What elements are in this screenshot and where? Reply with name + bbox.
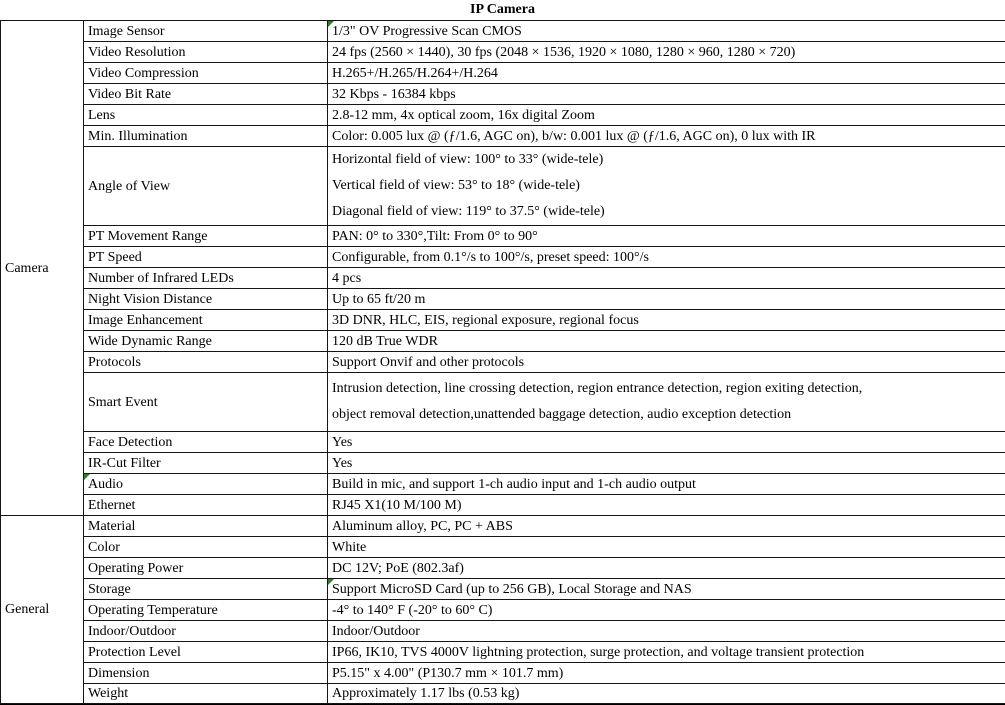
spec-row — [1, 126, 1005, 147]
spec-value-cell[interactable] — [328, 247, 1005, 268]
spec-row — [1, 516, 1005, 537]
spec-value-line: object removal detection,unattended baggage detection, audio exception detection — [332, 407, 792, 422]
spec-value: RJ45 X1(10 M/100 M) — [332, 497, 462, 513]
spec-value-cell[interactable] — [328, 453, 1005, 474]
spec-label: Protocols — [88, 354, 141, 370]
spec-value-cell[interactable] — [328, 642, 1005, 663]
spec-label-cell[interactable] — [84, 63, 328, 84]
spec-value: DC 12V; PoE (802.3af) — [332, 560, 464, 576]
spec-value: 3D DNR, HLC, EIS, regional exposure, regional focus — [332, 312, 639, 328]
spec-label: Operating Temperature — [88, 602, 218, 618]
spec-row — [1, 642, 1005, 663]
spec-label-cell[interactable] — [84, 558, 328, 579]
spec-label-cell[interactable] — [84, 105, 328, 126]
spec-label-cell[interactable] — [84, 474, 328, 495]
spec-label-cell[interactable] — [84, 537, 328, 558]
spec-value: Yes — [332, 434, 353, 450]
spec-label-cell[interactable] — [84, 247, 328, 268]
cell-warning-triangle-icon — [328, 21, 334, 27]
spec-value: Support Onvif and other protocols — [332, 354, 525, 370]
spec-value-cell[interactable] — [328, 474, 1005, 495]
spec-row — [1, 147, 1005, 226]
spec-label-cell[interactable] — [84, 268, 328, 289]
spec-row — [1, 600, 1005, 621]
spec-label: Audio — [88, 476, 123, 492]
spec-label-cell[interactable] — [84, 352, 328, 373]
spec-label: Dimension — [88, 665, 150, 681]
spec-row — [1, 352, 1005, 373]
spec-row — [1, 453, 1005, 474]
spec-label: Video Resolution — [88, 44, 186, 60]
spec-value-cell[interactable] — [328, 432, 1005, 453]
spec-value: H.265+/H.265/H.264+/H.264 — [332, 65, 498, 81]
spec-value-cell[interactable] — [328, 63, 1005, 84]
spec-value-cell[interactable] — [328, 42, 1005, 63]
spec-value-cell[interactable] — [328, 621, 1005, 642]
spec-row — [1, 105, 1005, 126]
spec-label-cell[interactable] — [84, 663, 328, 684]
spec-label: Indoor/Outdoor — [88, 623, 176, 639]
spec-label-cell[interactable] — [84, 516, 328, 537]
spec-value-line: Intrusion detection, line crossing detection, region entrance detection, region exiting detection, — [332, 381, 863, 396]
spec-label: IR-Cut Filter — [88, 455, 161, 471]
spec-label: Lens — [88, 107, 116, 123]
spec-label: Image Enhancement — [88, 312, 203, 328]
spec-label: Video Bit Rate — [88, 86, 172, 102]
spec-row — [1, 537, 1005, 558]
spec-value-cell[interactable] — [328, 289, 1005, 310]
spec-label: Video Compression — [88, 65, 199, 81]
spec-value-cell[interactable] — [328, 84, 1005, 105]
spec-value: 2.8-12 mm, 4x optical zoom, 16x digital Zoom — [332, 107, 595, 123]
spec-value-cell[interactable] — [328, 516, 1005, 537]
spec-label-cell[interactable] — [84, 147, 328, 226]
spec-value-cell[interactable] — [328, 331, 1005, 352]
spec-row — [1, 84, 1005, 105]
cell-warning-triangle-icon — [328, 579, 334, 585]
spec-label: Operating Power — [88, 560, 184, 576]
spec-value: 4 pcs — [332, 270, 362, 286]
spec-value-cell[interactable] — [328, 126, 1005, 147]
spec-value-cell[interactable] — [328, 352, 1005, 373]
spec-label-cell[interactable] — [84, 126, 328, 147]
spec-row — [1, 474, 1005, 495]
spec-row — [1, 310, 1005, 331]
spec-row — [1, 621, 1005, 642]
spec-value-cell[interactable] — [328, 268, 1005, 289]
spec-value-cell[interactable] — [328, 558, 1005, 579]
spec-label: Number of Infrared LEDs — [88, 270, 234, 286]
spec-value-cell[interactable] — [328, 600, 1005, 621]
spec-label: Material — [88, 518, 136, 534]
spec-value-cell[interactable] — [328, 373, 1005, 432]
spec-row — [1, 373, 1005, 432]
spec-value-cell[interactable] — [328, 105, 1005, 126]
spec-label: Storage — [88, 581, 131, 597]
spec-table-wrapper — [0, 20, 1005, 705]
spec-row — [1, 558, 1005, 579]
spec-value: Approximately 1.17 lbs (0.53 kg) — [332, 686, 520, 701]
spec-value: 24 fps (2560 × 1440), 30 fps (2048 × 1536, 1920 × 1080, 1280 × 960, 1280 × 720) — [332, 44, 796, 60]
spec-value-cell[interactable] — [328, 663, 1005, 684]
spec-table — [0, 20, 1005, 704]
spec-row — [1, 42, 1005, 63]
spec-label-cell[interactable] — [84, 42, 328, 63]
spec-value: Color: 0.005 lux @ (ƒ/1.6, AGC on), b/w: 0.001 lux @ (ƒ/1.6, AGC on), 0 lux with IR — [332, 128, 816, 144]
spec-row — [1, 432, 1005, 453]
spec-value-cell[interactable] — [328, 310, 1005, 331]
spec-label-cell[interactable] — [84, 621, 328, 642]
spec-value: 1/3" OV Progressive Scan CMOS — [332, 23, 522, 39]
spec-label: PT Movement Range — [88, 228, 208, 244]
spec-row — [1, 63, 1005, 84]
spec-value: Aluminum alloy, PC, PC + ABS — [332, 518, 513, 534]
spec-label: Min. Illumination — [88, 128, 188, 144]
spec-label-cell[interactable] — [84, 84, 328, 105]
spec-value-cell[interactable] — [328, 21, 1005, 42]
spec-label-cell[interactable] — [84, 495, 328, 516]
spec-value-cell[interactable] — [328, 226, 1005, 247]
spec-value: Yes — [332, 455, 353, 471]
spec-label-cell[interactable] — [84, 373, 328, 432]
spec-value-line: Horizontal field of view: 100° to 33° (wide-tele) — [332, 152, 604, 167]
spec-value-cell[interactable] — [328, 579, 1005, 600]
page-title: IP Camera — [470, 2, 535, 17]
spec-label-cell[interactable] — [84, 453, 328, 474]
spec-value-line: Vertical field of view: 53° to 18° (wide-tele) — [332, 178, 580, 193]
spec-label: Protection Level — [88, 644, 181, 660]
spec-value: Indoor/Outdoor — [332, 623, 420, 639]
spec-value: 120 dB True WDR — [332, 333, 438, 349]
spec-value-line: Diagonal field of view: 119° to 37.5° (wide-tele) — [332, 204, 605, 219]
spec-label: Night Vision Distance — [88, 291, 213, 307]
spec-label: Ethernet — [88, 497, 136, 513]
spec-label-cell[interactable] — [84, 331, 328, 352]
spec-row — [1, 663, 1005, 684]
spec-row — [1, 289, 1005, 310]
spec-row — [1, 268, 1005, 289]
spec-label-cell[interactable] — [84, 226, 328, 247]
spec-label: Smart Event — [88, 394, 158, 410]
spec-label: PT Speed — [88, 249, 142, 265]
spec-value-cell[interactable] — [328, 495, 1005, 516]
spec-value: IP66, IK10, TVS 4000V lightning protection, surge protection, and voltage transient protection — [332, 644, 865, 660]
spec-label: Wide Dynamic Range — [88, 333, 212, 349]
spec-value: Build in mic, and support 1-ch audio input and 1-ch audio output — [332, 476, 696, 492]
section-label-general[interactable]: General — [1, 516, 84, 704]
spec-value: Configurable, from 0.1°/s to 100°/s, preset speed: 100°/s — [332, 249, 649, 265]
spec-label: Color — [88, 539, 120, 555]
cell-warning-triangle-icon — [84, 474, 90, 480]
spec-label: Image Sensor — [88, 23, 165, 39]
spec-label-cell[interactable] — [84, 579, 328, 600]
section-label-camera[interactable]: Camera — [1, 21, 84, 516]
spec-label: Weight — [88, 686, 129, 701]
spec-row — [1, 247, 1005, 268]
spec-value: P5.15" x 4.00" (P130.7 mm × 101.7 mm) — [332, 665, 564, 681]
spec-value: PAN: 0° to 330°,Tilt: From 0° to 90° — [332, 228, 538, 244]
spec-label-cell[interactable] — [84, 642, 328, 663]
spec-value: 32 Kbps - 16384 kbps — [332, 86, 456, 102]
spec-label: Angle of View — [88, 178, 171, 194]
spec-label-cell[interactable] — [84, 684, 328, 704]
spec-label-cell[interactable] — [84, 21, 328, 42]
spec-row — [1, 331, 1005, 352]
spec-row — [1, 579, 1005, 600]
spec-row — [1, 495, 1005, 516]
spec-label-cell[interactable] — [84, 432, 328, 453]
spec-label: Face Detection — [88, 434, 173, 450]
spec-row — [1, 21, 1005, 42]
spec-value: Support MicroSD Card (up to 256 GB), Local Storage and NAS — [332, 581, 692, 597]
spec-value-cell[interactable] — [328, 684, 1005, 704]
spec-label-cell[interactable] — [84, 600, 328, 621]
spec-label-cell[interactable] — [84, 289, 328, 310]
spec-value-cell[interactable] — [328, 537, 1005, 558]
spec-value: White — [332, 539, 367, 555]
spec-row — [1, 684, 1005, 704]
spec-value-cell[interactable] — [328, 147, 1005, 226]
spec-value: -4° to 140° F (-20° to 60° C) — [332, 602, 493, 618]
spec-row — [1, 226, 1005, 247]
spec-label-cell[interactable] — [84, 310, 328, 331]
spec-value: Up to 65 ft/20 m — [332, 291, 426, 307]
